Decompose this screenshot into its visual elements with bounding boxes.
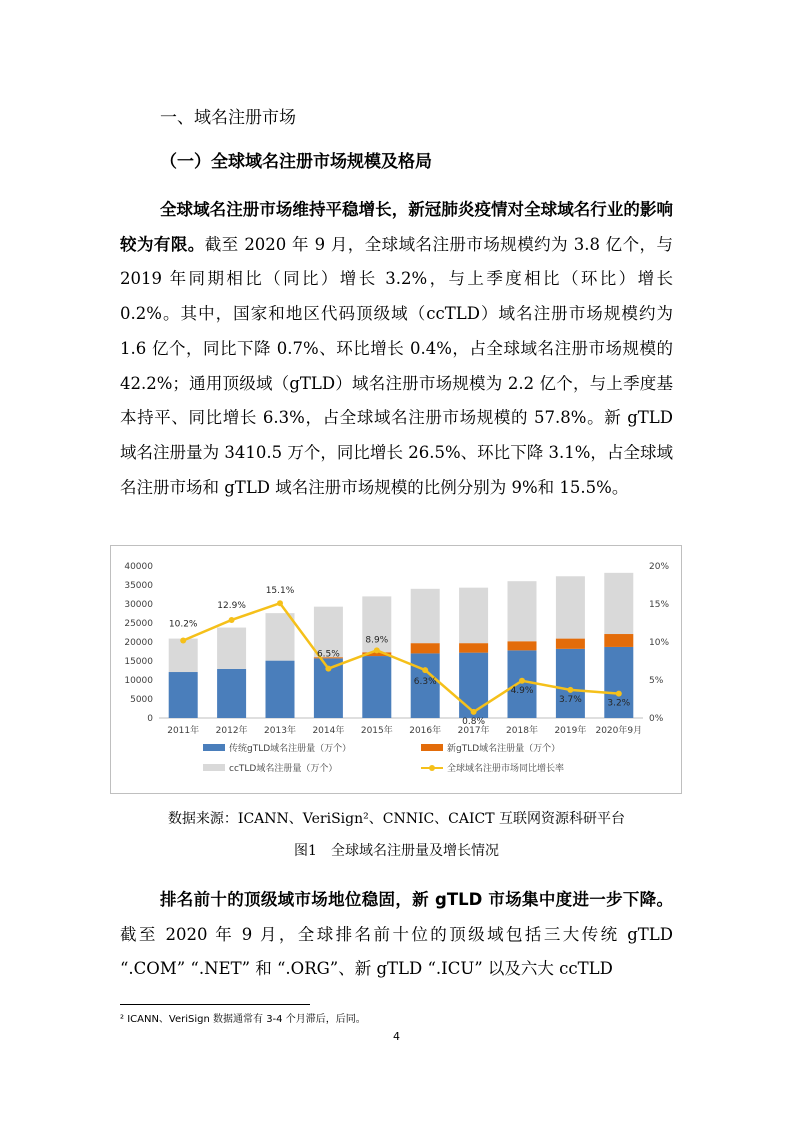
figure-source: 数据来源：ICANN、VeriSign²、CNNIC、CAICT 互联网资源科研平台 (167, 811, 626, 827)
bar-cctld (411, 589, 440, 643)
paragraph-body: 截至 2020 年 9 月，全球域名注册市场规模约为 3.8 亿个，与 2019 年同期相比（同比）增长 3.2%，与上季度相比（环比）增长 0.2%。其中，国家和地区代码顶级域（ccTLD）域名注册市场规模约为 1.6 亿个，同比下降 0.7%、环比增长 0.4%，占全球域名注册市场规模的 42.2%；通用顶级域（gTLD）域名注册市场规模为 2.2 亿个，与上季度基本持平、同比增长 6.3%，占全球域名注册市场规模的 57.8%。新 gTLD 域名注册量为 3410.5 万个，同比增长 26.5%、环比下降 3.1%，占全球域名注册市场和 gTLD 域名注册市场规模的比例分别为 9%和 15.5%。 (120, 234, 674, 497)
y2-tick-label: 20% (649, 562, 670, 572)
page-number: 4 (393, 1030, 400, 1043)
y2-tick-label: 0% (649, 714, 664, 724)
y-tick-label: 30000 (124, 600, 153, 610)
growth-rate-label: 0.8% (462, 716, 486, 727)
y-tick-label: 20000 (124, 638, 153, 648)
paragraph-lead: 排名前十的顶级域市场地位稳固，新 gTLD 市场集中度进一步下降。 (160, 890, 673, 909)
growth-rate-point (567, 687, 573, 693)
legend-legacy-gtld-swatch (203, 744, 225, 751)
y2-tick-label: 5% (649, 676, 664, 686)
bar-new-gtld (459, 643, 488, 653)
legend-cctld-label: ccTLD域名注册量（万个） (229, 764, 338, 774)
growth-rate-point (180, 637, 186, 643)
growth-rate-point (374, 647, 380, 653)
footnote-divider (120, 1004, 310, 1005)
growth-rate-line (183, 600, 619, 712)
growth-rate-label: 3.7% (558, 694, 582, 705)
footnote: ² ICANN、VeriSign 数据通常有 3-4 个月滞后，后同。 (120, 1014, 366, 1025)
y-tick-label: 15000 (124, 657, 153, 667)
legend-growth-rate-marker (429, 765, 435, 771)
paragraph-top-ten (120, 883, 673, 987)
growth-rate-point (616, 691, 622, 697)
bar-cctld (556, 576, 585, 638)
legend-new-gtld-label: 新gTLD域名注册量（万个） (447, 744, 561, 754)
growth-rate-point (229, 617, 235, 623)
bar-cctld (169, 639, 198, 672)
growth-rate-label: 12.9% (217, 600, 246, 611)
bar-legacy-gtld (169, 672, 198, 718)
growth-rate-label: 6.3% (413, 677, 437, 688)
bar-legacy-gtld (459, 653, 488, 718)
bar-legacy-gtld (508, 650, 537, 718)
y-tick-label: 25000 (124, 619, 153, 629)
y2-tick-label: 10% (649, 638, 670, 648)
y-tick-label: 40000 (124, 562, 153, 572)
subsection-heading: （一）全球域名注册市场规模及格局 (160, 152, 432, 172)
legend-new-gtld-swatch (421, 744, 443, 751)
growth-rate-label: 6.5% (316, 649, 340, 660)
bar-legacy-gtld (266, 661, 295, 718)
x-tick-label: 2012年 (215, 726, 248, 736)
x-tick-label: 2020年9月 (595, 726, 643, 736)
x-tick-label: 2017年 (457, 726, 490, 736)
y-tick-label: 10000 (124, 676, 153, 686)
growth-rate-label: 10.2% (168, 619, 198, 630)
legend-growth-rate-label: 全球域名注册市场同比增长率 (447, 764, 565, 774)
bar-legacy-gtld (217, 669, 246, 718)
growth-rate-label: 3.2% (607, 698, 631, 709)
bar-new-gtld (411, 643, 440, 653)
bar-cctld (217, 628, 246, 669)
figure-caption: 图1 全球域名注册量及增长情况 (294, 843, 499, 859)
bar-cctld (508, 581, 537, 641)
bar-new-gtld (556, 639, 585, 649)
growth-rate-label: 8.9% (365, 635, 389, 646)
x-tick-label: 2016年 (409, 726, 442, 736)
paragraph-lead: 全球域名注册市场维持平稳增长，新冠肺炎疫情对全球域名行业的影响较为有限。 (120, 200, 673, 254)
growth-rate-label: 4.9% (510, 685, 534, 696)
x-tick-label: 2014年 (312, 726, 345, 736)
bar-new-gtld (508, 641, 537, 650)
growth-rate-point (325, 666, 331, 672)
bar-cctld (604, 573, 633, 634)
legend-legacy-gtld-label: 传统gTLD域名注册量（万个） (229, 744, 352, 754)
bar-new-gtld (604, 634, 633, 647)
bar-cctld (266, 613, 295, 661)
legend-cctld-swatch (203, 764, 225, 771)
growth-rate-point (277, 600, 283, 606)
x-tick-label: 2019年 (554, 726, 587, 736)
registration-chart (111, 546, 681, 793)
paragraph-market-size (120, 193, 673, 505)
y-tick-label: 35000 (124, 581, 153, 591)
x-tick-label: 2018年 (506, 726, 538, 736)
bar-cctld (459, 588, 488, 643)
section-heading: 一、域名注册市场 (160, 108, 296, 128)
x-tick-label: 2011年 (167, 726, 200, 736)
growth-rate-point (422, 667, 428, 673)
growth-rate-point (519, 678, 525, 684)
x-tick-label: 2015年 (360, 726, 393, 736)
paragraph-body: 截至 2020 年 9 月，全球排名前十位的顶级域包括三大传统 gTLD “.COM” “.NET” 和 “.ORG”、新 gTLD “.ICU” 以及六大 ccTLD (120, 924, 673, 979)
growth-rate-point (471, 709, 477, 715)
bar-legacy-gtld (362, 656, 391, 718)
y-tick-label: 0 (147, 714, 153, 724)
growth-rate-label: 15.1% (265, 586, 295, 597)
y-tick-label: 5000 (130, 695, 153, 705)
chart-frame (110, 545, 682, 794)
x-tick-label: 2013年 (264, 726, 296, 736)
bar-legacy-gtld (556, 649, 585, 718)
y2-tick-label: 15% (649, 600, 670, 610)
